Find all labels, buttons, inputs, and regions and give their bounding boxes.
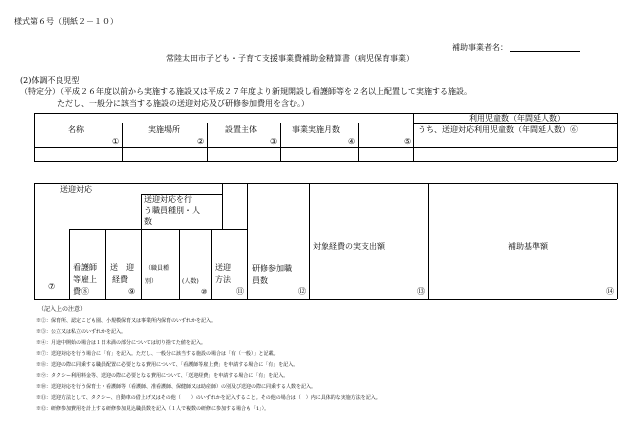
col-staff-group-3: 数: [144, 217, 152, 226]
note-item: ※⑪：送迎方法として、タクシー、自動車の借上げ又はその他（ ）のいずれかを記入すること。その他の場合は（ ）内に具体的な実施方法を記入。: [36, 395, 381, 401]
section-heading: (2)体調不良児型: [20, 76, 80, 85]
recipient-blank: [510, 43, 580, 52]
condition-line-2: ただし、一般分に該当する施設の送迎対応及び研修参加費用を含む。）: [57, 99, 309, 108]
col-training-2: 員数: [252, 276, 268, 285]
col-nurse-cost-2: 等雇上: [73, 275, 97, 284]
col-training-1: 研修参加職: [252, 264, 292, 273]
col-name-no: ①: [112, 137, 120, 146]
col-location: 実施場所: [148, 125, 180, 134]
col-pickup-cost-no: ⑨: [128, 287, 136, 296]
condition-line-1: （特定分）（平成２６年度以前から実施する施設又は平成２７年度より新規開設し看護師等を２名以上配置して実施する施設。: [20, 87, 472, 96]
col-operator: 設置主体: [225, 125, 257, 134]
col-pickup-children: うち、送迎対応利用児童数（年間延人数）⑥: [418, 125, 578, 134]
col-training-no: ⑫: [298, 287, 306, 296]
col-pickup-header: 送迎対応: [60, 185, 92, 194]
col-method-2: 方法: [215, 275, 231, 284]
col-children-no: ⑤: [404, 137, 412, 146]
col-subsidy-no: ⑭: [606, 287, 614, 296]
col-staff-type-1: （職員種: [145, 265, 170, 272]
col-months-no: ④: [348, 137, 356, 146]
col-method-no: ⑪: [236, 287, 244, 296]
recipient-label: 補助事業者名：: [452, 43, 580, 52]
col-staff-group-2: う職員種別・人: [144, 206, 200, 215]
note-item: ※⑫：研修参加費用を計上する研修参加見込職員数を記入（１人で複数の研修に参加する場合も「1」）。: [36, 406, 270, 412]
col-children-group: 利用児童数（年間延人数）: [469, 114, 565, 123]
col-nurse-cost-3: 費⑧: [73, 287, 89, 296]
col-expense-no: ⑬: [417, 287, 425, 296]
col-staff-type-2: 別）: [145, 278, 158, 285]
col-staff-group-1: 送迎対応を行: [144, 195, 192, 204]
col-pickup-cost-1: 送 迎: [110, 263, 134, 272]
col-persons-no: ⑩: [201, 288, 208, 296]
col-method-1: 送迎: [215, 263, 231, 272]
col-persons: (人数): [182, 278, 199, 285]
col-expense: 対象経費の実支出額: [313, 242, 385, 251]
col-operator-no: ③: [270, 137, 278, 146]
col-nurse-cost-1: 看護師: [73, 263, 97, 272]
note-item: ※⑧：送迎の際に同乗する職員配置に必要となる費用について、「看護師等雇上費」を申請する場合に「有」を記入。: [36, 362, 299, 368]
col-pickup-cost-2: 経費: [112, 275, 128, 284]
col-subsidy: 補助基準額: [508, 242, 548, 251]
note-item: ※②：保育所、認定こども園、小規模保育又は事業所内保育のいずれかを記入。: [36, 318, 217, 324]
col-name: 名称: [68, 125, 84, 134]
form-number: 様式第６号（別紙２－１０）: [14, 17, 118, 26]
note-item: ※⑩：送迎対応を行う保育士・看護師等（看護師、准看護師、保健師又は助産師）の別及び送迎の際に同乗する人数を記入。: [36, 384, 317, 390]
col-location-no: ②: [197, 137, 205, 146]
col-no7: ⑦: [48, 282, 56, 291]
note-item: ※⑨：タクシー利用料金等、送迎の際に必要となる費用について、「送迎経費」を申請する場合に「有」を記入。: [36, 373, 289, 379]
note-item: ※④：月途中開始の場合は１日未満の部分については切り捨てた値を記入。: [36, 340, 206, 346]
note-item: ※⑦：送迎対応を行う場合に「有」を記入。ただし、一般分に該当する施設の場合は「有（一般）」と記載。: [36, 351, 279, 357]
notes-heading: （記入上の注意）: [38, 306, 87, 313]
note-item: ※③：公立又は私立のいずれかを記入。: [36, 329, 127, 335]
document-title: 常陸太田市子ども・子育て支援事業費補助金精算書（病児保育事業）: [166, 54, 414, 63]
col-months: 事業実施月数: [292, 125, 340, 134]
